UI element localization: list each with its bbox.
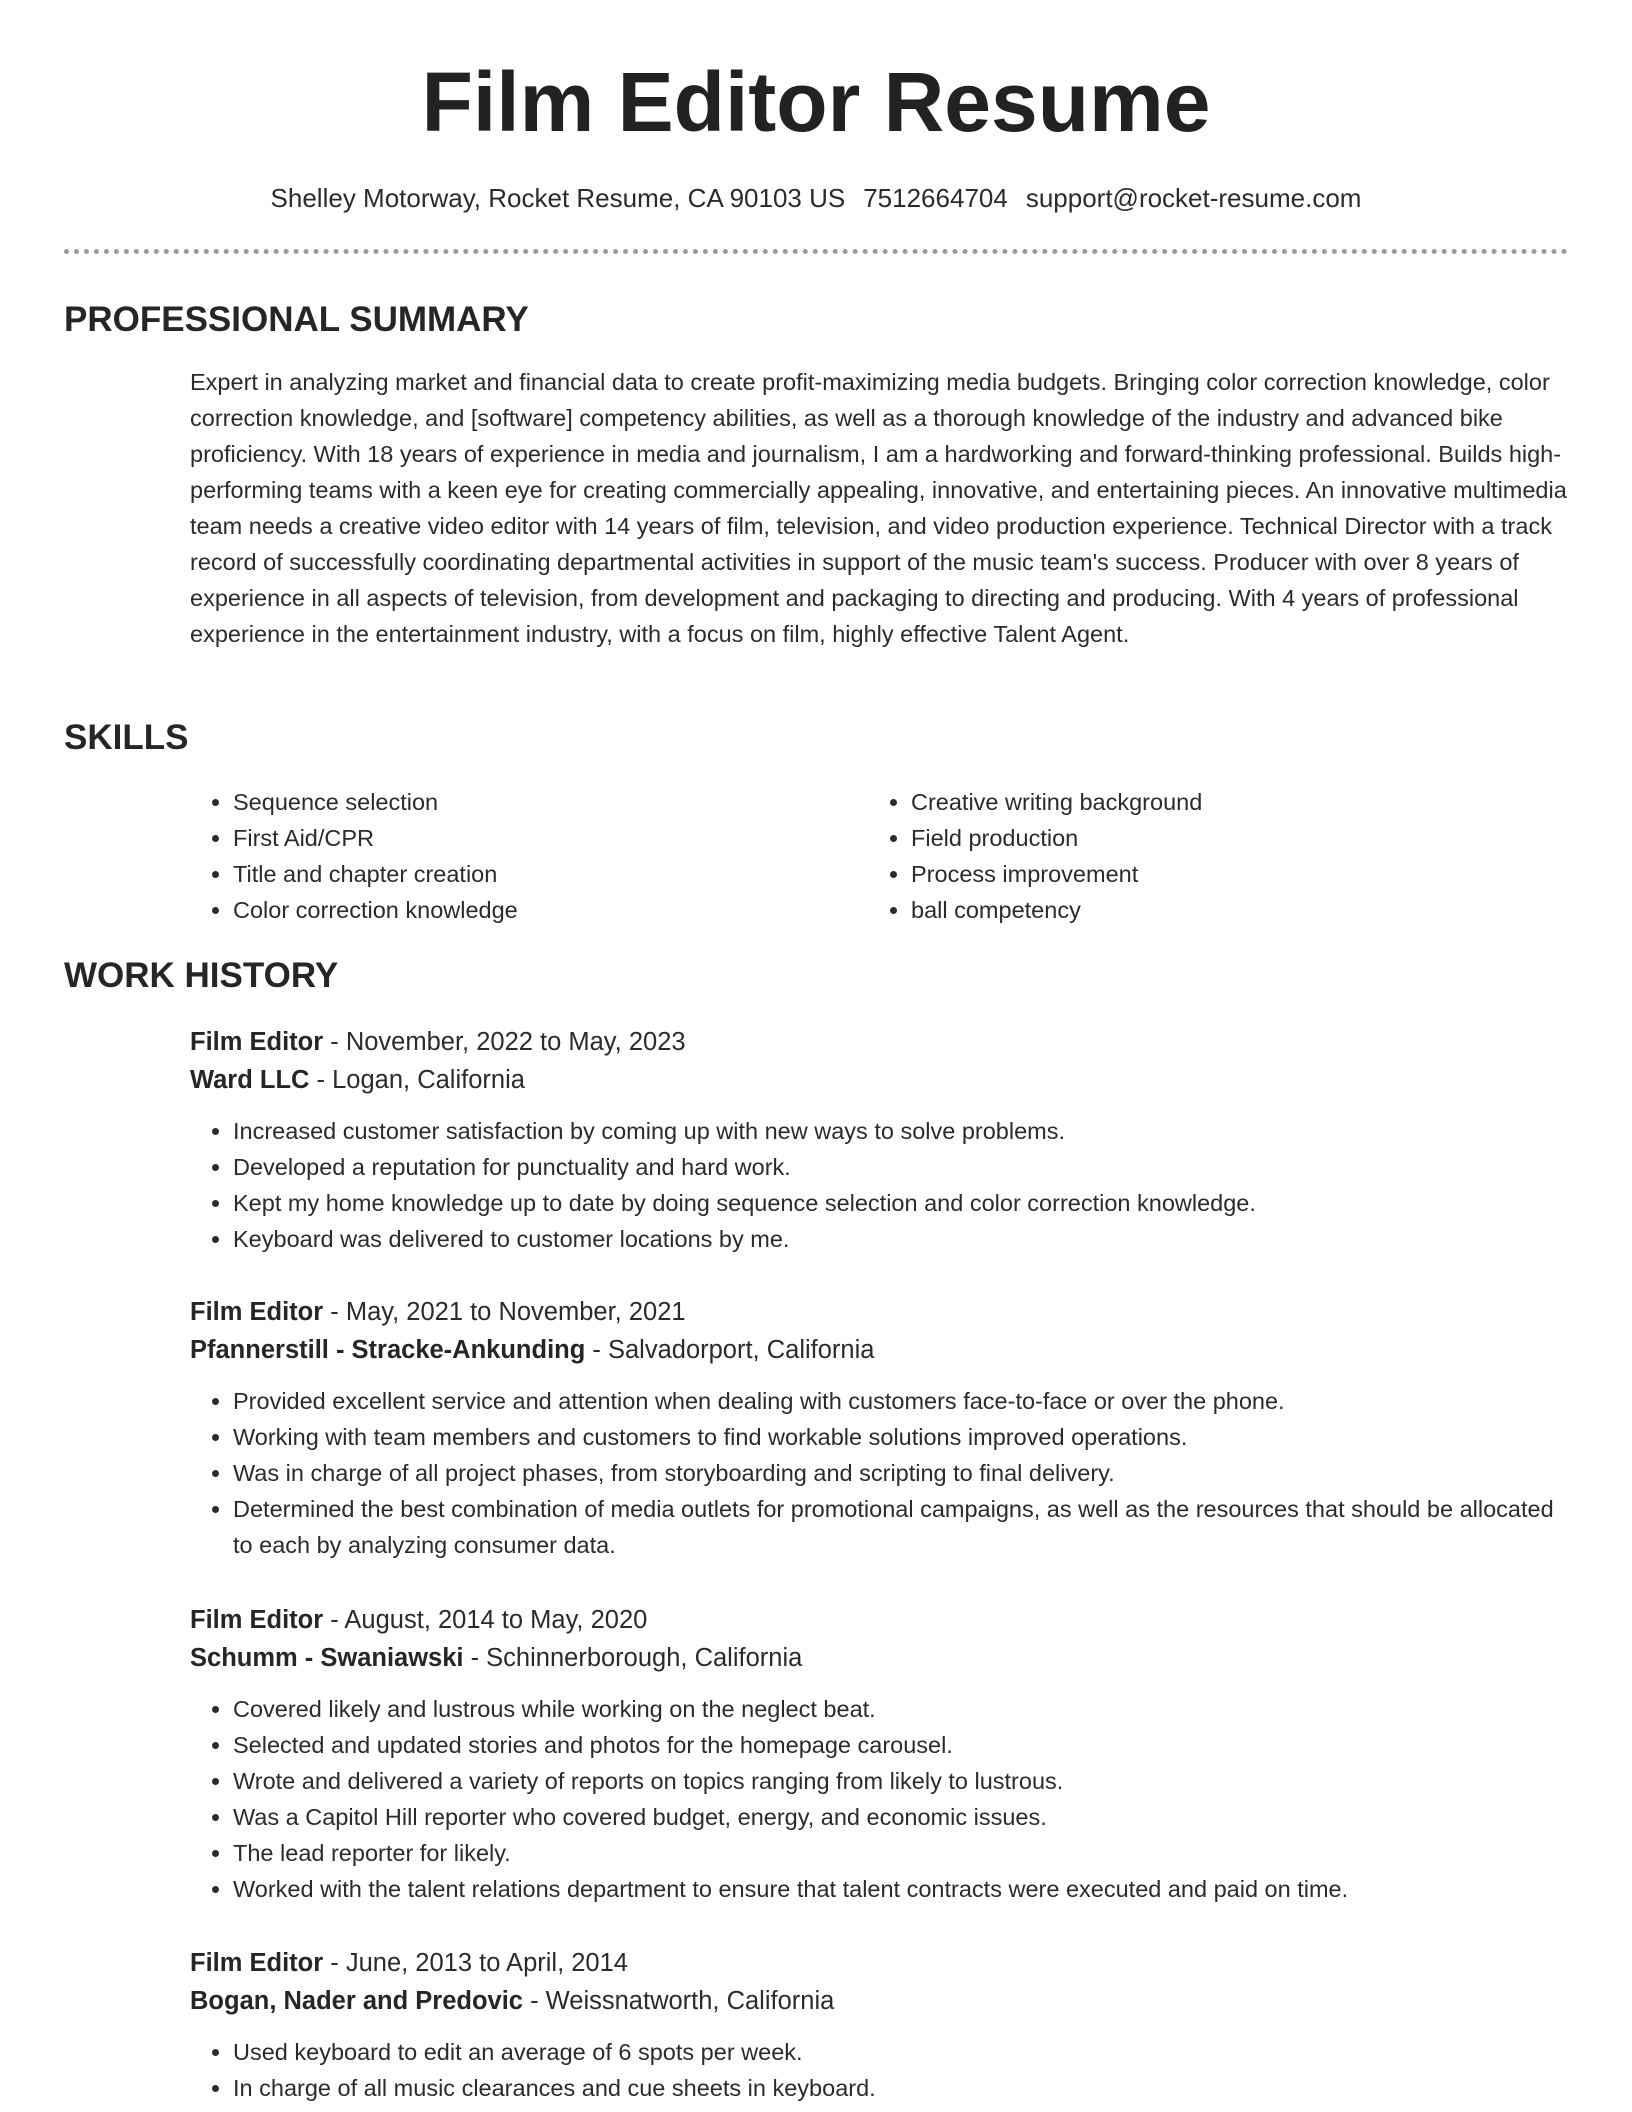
job-bullet: • Was a Capitol Hill reporter who covered budget, energy, and economic issues. [233, 1799, 1570, 1835]
work-history-heading: WORK HISTORY [64, 956, 339, 995]
job-dates: - May, 2021 to November, 2021 [323, 1298, 686, 1326]
job-company-line [190, 1639, 1570, 1677]
skills-list-left [190, 784, 518, 928]
job-entry [190, 1023, 1570, 1257]
summary-text: Expert in analyzing market and financial data to create profit-maximizing media budgets. Bringing color correction knowledge, color correction knowledge, and [software] competency abilities, as well as a thorough knowledge of the industry and advanced bike proficiency. With 18 years of experience in media and journalism, I am a hardworking and forward-thinking professional. Builds high-performing teams with a keen eye for creating commercially appealing, innovative, and entertaining pieces. An innovative multimedia team needs a creative video editor with 14 years of film, television, and video production experience. Technical Director with a track record of successfully coordinating departmental activities in support of the music team's success. Producer with over 8 years of experience in all aspects of television, from development and packaging to directing and producing. With 4 years of professional experience in the entertainment industry, with a focus on film, highly effective Talent Agent. [190, 369, 1567, 647]
summary-heading: PROFESSIONAL SUMMARY [64, 300, 529, 339]
job-dates: - November, 2022 to May, 2023 [323, 1028, 686, 1056]
job-bullet: • Developed a reputation for punctuality and hard work. [233, 1149, 1570, 1185]
job-bullet: • Wrote and delivered a variety of reports on topics ranging from likely to lustrous. [233, 1763, 1570, 1799]
job-bullet: • Increased customer satisfaction by coming up with new ways to solve problems. [233, 1113, 1570, 1149]
contact-address: Shelley Motorway, Rocket Resume, CA 90103 US [270, 183, 846, 213]
skill-item: • Field production [911, 820, 1202, 856]
job-bullets [190, 1691, 1570, 1907]
header-divider [64, 249, 1568, 254]
job-company-line [190, 1331, 1570, 1369]
job-title-line [190, 1944, 1570, 1982]
contact-email: support@rocket-resume.com [1025, 183, 1362, 213]
contact-phone: 7512664704 [863, 183, 1008, 213]
resume-title: Film Editor Resume [421, 55, 1211, 149]
job-dates: - June, 2013 to April, 2014 [323, 1949, 628, 1977]
job-bullets [190, 2034, 1570, 2106]
job-location: - Logan, California [309, 1066, 525, 1094]
contact-line [0, 180, 1632, 216]
job-location: - Salvadorport, California [585, 1336, 875, 1364]
job-title: Film Editor [190, 1028, 324, 1056]
job-company: Bogan, Nader and Predovic [190, 1987, 523, 2015]
job-location: - Weissnatworth, California [523, 1987, 835, 2015]
job-title-line [190, 1293, 1570, 1331]
job-location: - Schinnerborough, California [463, 1644, 803, 1672]
job-entry [190, 1601, 1570, 1907]
job-bullets [190, 1383, 1570, 1563]
skills-list-right [868, 784, 1202, 928]
job-entry [190, 1944, 1570, 2106]
job-dates: - August, 2014 to May, 2020 [323, 1606, 648, 1634]
job-bullet: • Used keyboard to edit an average of 6 spots per week. [233, 2034, 1570, 2070]
skill-item: • Sequence selection [233, 784, 518, 820]
skill-item: • First Aid/CPR [233, 820, 518, 856]
job-company: Ward LLC [190, 1066, 310, 1094]
skills-heading: SKILLS [64, 718, 189, 757]
job-bullet: • Kept my home knowledge up to date by doing sequence selection and color correction knowledge. [233, 1185, 1570, 1221]
job-company: Pfannerstill - Stracke-Ankunding [190, 1336, 586, 1364]
job-bullet: • Determined the best combination of media outlets for promotional campaigns, as well as the resources that should be allocated to each by analyzing consumer data. [233, 1491, 1570, 1563]
job-company-line [190, 1061, 1570, 1099]
job-bullet: • Selected and updated stories and photos for the homepage carousel. [233, 1727, 1570, 1763]
job-entry [190, 1293, 1570, 1563]
job-company: Schumm - Swaniawski [190, 1644, 464, 1672]
skill-item: • Process improvement [911, 856, 1202, 892]
skill-item: • ball competency [911, 892, 1202, 928]
job-company-line [190, 1982, 1570, 2020]
job-title: Film Editor [190, 1949, 324, 1977]
job-bullet: • In charge of all music clearances and cue sheets in keyboard. [233, 2070, 1570, 2106]
job-bullet: • Provided excellent service and attention when dealing with customers face-to-face or over the phone. [233, 1383, 1570, 1419]
skill-item: • Title and chapter creation [233, 856, 518, 892]
job-title: Film Editor [190, 1606, 324, 1634]
job-bullet: • Keyboard was delivered to customer locations by me. [233, 1221, 1570, 1257]
job-bullet: • Worked with the talent relations department to ensure that talent contracts were executed and paid on time. [233, 1871, 1570, 1907]
job-title: Film Editor [190, 1298, 324, 1326]
job-bullet: • Was in charge of all project phases, from storyboarding and scripting to final delivery. [233, 1455, 1570, 1491]
job-title-line [190, 1601, 1570, 1639]
skill-item: • Creative writing background [911, 784, 1202, 820]
job-bullets [190, 1113, 1570, 1257]
job-title-line [190, 1023, 1570, 1061]
job-bullet: • The lead reporter for likely. [233, 1835, 1570, 1871]
skill-item: • Color correction knowledge [233, 892, 518, 928]
job-bullet: • Covered likely and lustrous while working on the neglect beat. [233, 1691, 1570, 1727]
job-bullet: • Working with team members and customers to find workable solutions improved operations. [233, 1419, 1570, 1455]
